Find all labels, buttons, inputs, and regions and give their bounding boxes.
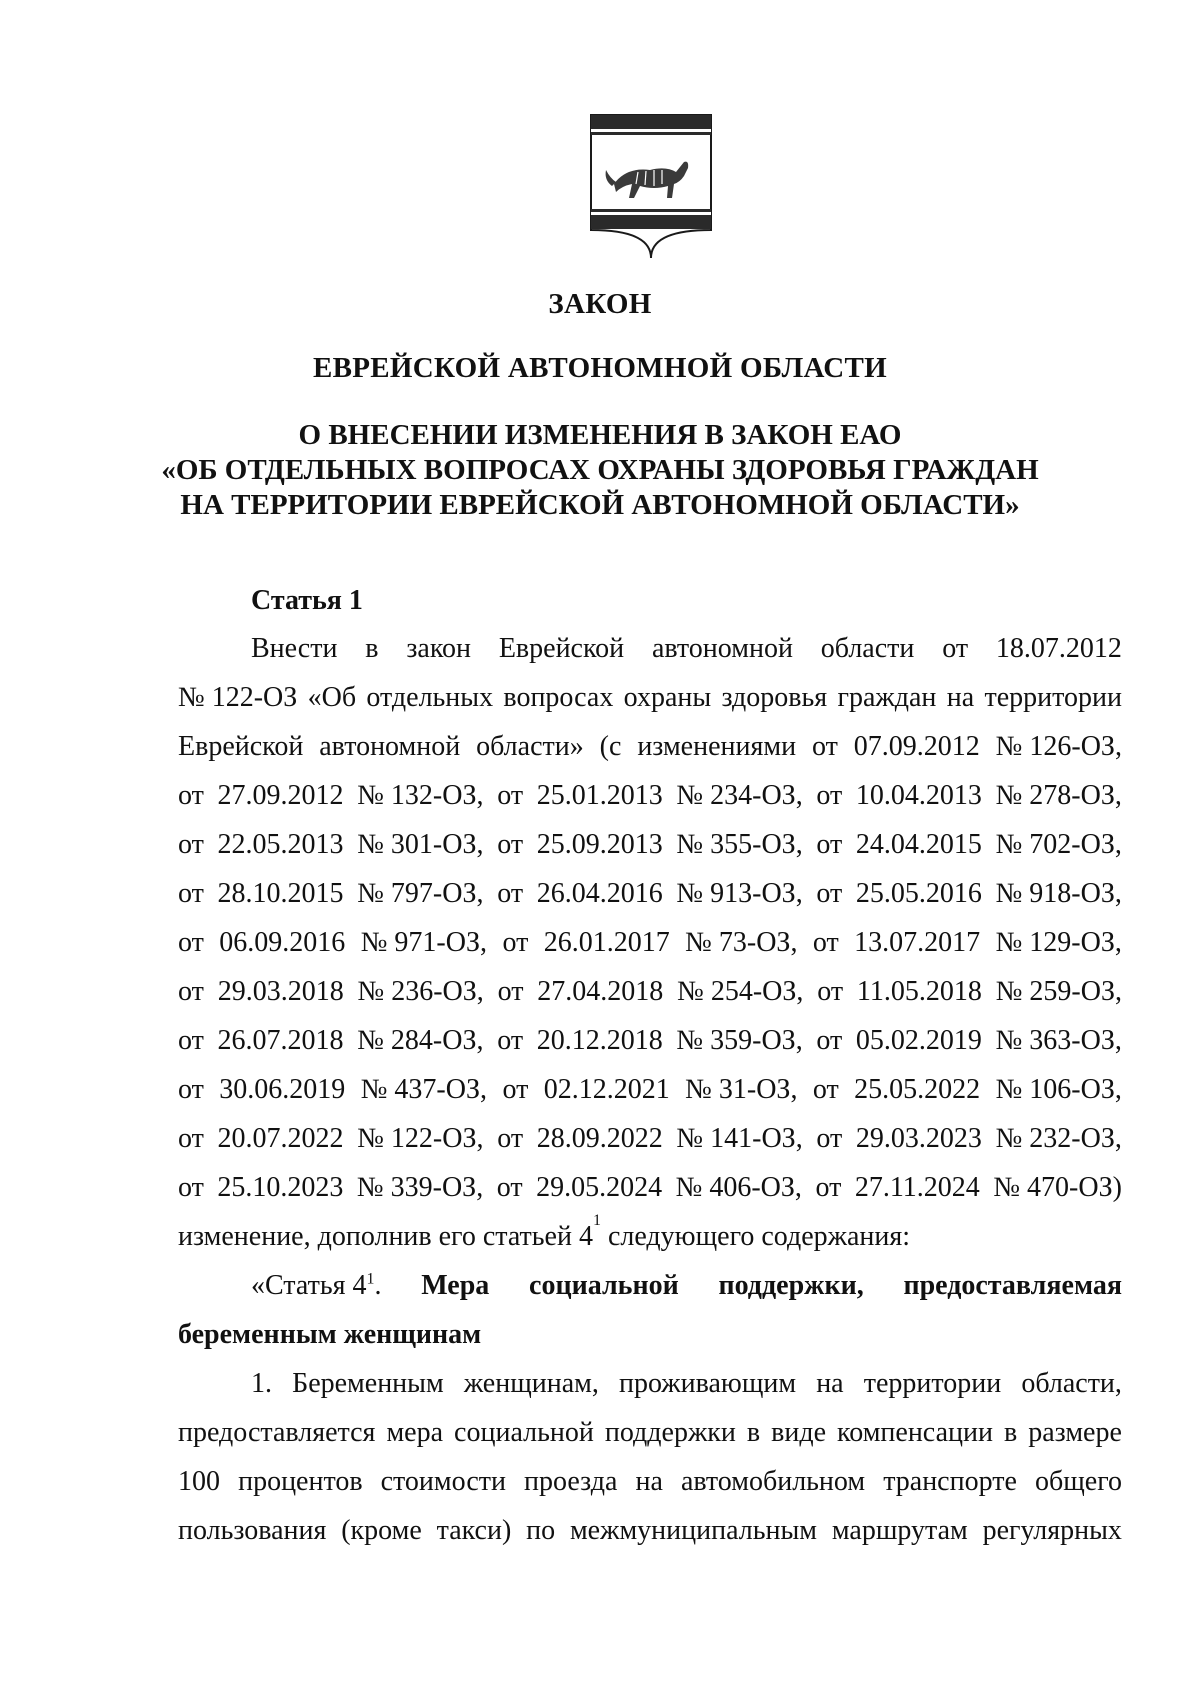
word: № 31-ОЗ, — [685, 1074, 798, 1105]
word: от — [178, 1123, 204, 1154]
word: № 913-ОЗ, — [676, 878, 803, 909]
body-line — [178, 682, 1122, 714]
word: (кроме — [341, 1515, 422, 1546]
article-4-1-heading — [251, 1270, 1122, 1302]
word: № 122-ОЗ — [178, 682, 298, 713]
word: № 339-ОЗ, — [356, 1172, 484, 1203]
word: от — [502, 927, 529, 958]
word: «Об — [307, 682, 357, 713]
article-4-1-title-word: социальной — [529, 1270, 679, 1301]
word: от — [815, 1172, 842, 1203]
word: охраны — [623, 682, 712, 713]
word: 25.09.2013 — [536, 829, 663, 860]
word: граждан — [837, 682, 937, 713]
word: от — [811, 731, 838, 762]
word: от — [178, 1172, 204, 1203]
word: Еврейской — [498, 633, 625, 664]
word: от — [497, 1123, 524, 1154]
word: территории — [863, 1368, 1002, 1399]
word: закон — [406, 633, 471, 664]
article-4-1-title-continued: беременным женщинам — [178, 1319, 482, 1350]
word: 11.05.2018 — [856, 976, 982, 1007]
word: № 129-ОЗ, — [995, 927, 1122, 958]
word: 27.09.2012 — [217, 780, 344, 811]
word: здоровья — [721, 682, 828, 713]
superscript: 1 — [366, 1270, 375, 1288]
word: 25.05.2016 — [855, 878, 982, 909]
word: компенсации — [837, 1417, 993, 1448]
body-line — [251, 633, 1122, 665]
body-line — [178, 780, 1122, 812]
word: № 702-ОЗ, — [995, 829, 1122, 860]
word: от — [178, 878, 204, 909]
law-title-line: НА ТЕРРИТОРИИ ЕВРЕЙСКОЙ АВТОНОМНОЙ ОБЛАСТИ» — [180, 489, 1020, 521]
word: № 106-ОЗ, — [995, 1074, 1122, 1105]
word: автономной — [651, 633, 793, 664]
word: по — [526, 1515, 556, 1546]
body-line — [178, 927, 1122, 959]
word: № 437-ОЗ, — [360, 1074, 488, 1105]
word: 25.05.2022 — [854, 1074, 981, 1105]
word: процентов — [238, 1466, 363, 1497]
word: № 971-ОЗ, — [360, 927, 488, 958]
word: 100 — [178, 1466, 220, 1497]
body-line — [178, 1074, 1122, 1106]
word: на — [635, 1466, 663, 1497]
word: от — [497, 780, 524, 811]
word: Беременным — [292, 1368, 444, 1399]
word: от — [178, 1025, 204, 1056]
word: 10.04.2013 — [855, 780, 982, 811]
word: вопросах — [503, 682, 614, 713]
body-line — [178, 878, 1122, 910]
word: автомобильном — [680, 1466, 866, 1497]
body-line — [178, 1417, 1122, 1449]
body-line — [178, 1515, 1122, 1547]
word: № 122-ОЗ, — [357, 1123, 484, 1154]
body-line — [178, 1466, 1122, 1498]
word: от — [497, 878, 524, 909]
article-4-1-title-word: Мера — [421, 1270, 490, 1301]
word: 06.09.2016 — [219, 927, 346, 958]
word: области, — [1021, 1368, 1122, 1399]
word: № 301-ОЗ, — [357, 829, 484, 860]
word: № 141-ОЗ, — [676, 1123, 803, 1154]
word: отдельных — [366, 682, 494, 713]
word: 07.09.2012 — [853, 731, 980, 762]
word: № 132-ОЗ, — [357, 780, 484, 811]
word: 25.10.2023 — [217, 1172, 344, 1203]
word: от — [816, 829, 843, 860]
body-line — [178, 1025, 1122, 1057]
word: 28.09.2022 — [536, 1123, 663, 1154]
word: 27.04.2018 — [537, 976, 664, 1007]
word: от — [817, 976, 844, 1007]
word: размере — [1028, 1417, 1122, 1448]
word: предоставляется — [178, 1417, 376, 1448]
article-4-1-prefix: «Статья 4 — [251, 1270, 367, 1301]
word: 13.07.2017 — [854, 927, 981, 958]
word: пользования — [178, 1515, 327, 1546]
superscript: 1 — [592, 1212, 601, 1229]
word: мера — [386, 1417, 444, 1448]
word: № 406-ОЗ, — [675, 1172, 802, 1203]
word: № 259-ОЗ, — [995, 976, 1122, 1007]
word: 18.07.2012 — [995, 633, 1122, 664]
word: от — [497, 976, 524, 1007]
law-title — [0, 418, 1200, 523]
word: от — [178, 780, 204, 811]
word: № 359-ОЗ, — [676, 1025, 803, 1056]
word: Внести — [251, 633, 338, 664]
body-line — [251, 1368, 1122, 1400]
word: от — [178, 976, 204, 1007]
word: 24.04.2015 — [855, 829, 982, 860]
word: № 234-ОЗ, — [676, 780, 803, 811]
word: № 254-ОЗ, — [677, 976, 804, 1007]
word: транспорте — [883, 1466, 1017, 1497]
word: виде — [771, 1417, 827, 1448]
word: 30.06.2019 — [219, 1074, 346, 1105]
word: № 797-ОЗ, — [357, 878, 484, 909]
article-1-heading: Статья 1 — [251, 585, 363, 616]
word: на — [946, 682, 975, 713]
word: стоимости — [380, 1466, 506, 1497]
article-4-1-dot: . — [374, 1270, 382, 1301]
word: от — [816, 1123, 843, 1154]
word: 25.01.2013 — [536, 780, 663, 811]
word: территории — [984, 682, 1122, 713]
word: от — [502, 1074, 529, 1105]
body-line — [178, 976, 1122, 1008]
word: от — [497, 829, 524, 860]
word: № 278-ОЗ, — [995, 780, 1122, 811]
word: от — [812, 927, 839, 958]
body-line — [178, 731, 1122, 763]
word: № 126-ОЗ, — [995, 731, 1122, 762]
word: от — [816, 780, 843, 811]
word: от — [942, 633, 969, 664]
body-line — [178, 1172, 1122, 1204]
word: 1. — [251, 1368, 272, 1399]
law-title-line: «ОБ ОТДЕЛЬНЫХ ВОПРОСАХ ОХРАНЫ ЗДОРОВЬЯ ГРАЖДАН — [161, 454, 1039, 486]
body-line-amendment — [178, 1212, 1122, 1253]
word: в — [746, 1417, 761, 1448]
word: такси) — [436, 1515, 512, 1546]
amendment-text: изменение, дополнив его статьей 4 — [178, 1221, 593, 1252]
word: на — [816, 1368, 844, 1399]
word: от — [497, 1025, 524, 1056]
word: проживающим — [619, 1368, 797, 1399]
word: общего — [1034, 1466, 1122, 1497]
word: изменениями — [637, 731, 797, 762]
word: Еврейской — [178, 731, 304, 762]
word: № 470-ОЗ) — [993, 1172, 1122, 1203]
word: 26.07.2018 — [217, 1025, 344, 1056]
law-heading: ЗАКОН — [548, 288, 652, 320]
law-title-line: О ВНЕСЕНИИ ИЗМЕНЕНИЯ В ЗАКОН ЕАО — [298, 419, 902, 451]
word: 20.12.2018 — [536, 1025, 663, 1056]
word: № 73-ОЗ, — [685, 927, 798, 958]
word: межмуниципальным — [569, 1515, 818, 1546]
word: от — [178, 829, 204, 860]
word: № 355-ОЗ, — [676, 829, 803, 860]
word: от — [816, 1025, 843, 1056]
word: 22.05.2013 — [217, 829, 344, 860]
word: маршрутам — [831, 1515, 968, 1546]
word: 27.11.2024 — [854, 1172, 980, 1203]
word: (с — [599, 731, 622, 762]
word: 28.10.2015 — [217, 878, 344, 909]
word: № 363-ОЗ, — [995, 1025, 1122, 1056]
word: № 284-ОЗ, — [357, 1025, 484, 1056]
word: проезда — [524, 1466, 618, 1497]
article-4-1-label — [251, 1270, 381, 1302]
word: 29.03.2018 — [217, 976, 344, 1007]
word: 20.07.2022 — [217, 1123, 344, 1154]
word: в — [365, 633, 379, 664]
word: регулярных — [982, 1515, 1122, 1546]
region-heading: ЕВРЕЙСКОЙ АВТОНОМНОЙ ОБЛАСТИ — [312, 352, 888, 384]
word: № 236-ОЗ, — [357, 976, 484, 1007]
article-4-1-title-word: поддержки, — [718, 1270, 864, 1301]
word: 29.05.2024 — [536, 1172, 663, 1203]
word: женщинам, — [463, 1368, 599, 1399]
coat-of-arms-emblem — [588, 112, 714, 260]
word: № 232-ОЗ, — [995, 1123, 1122, 1154]
word: социальной — [454, 1417, 594, 1448]
word: автономной — [319, 731, 461, 762]
word: 29.03.2023 — [855, 1123, 982, 1154]
word: от — [178, 927, 204, 958]
word: от — [178, 1074, 204, 1105]
word: 02.12.2021 — [543, 1074, 670, 1105]
word: области — [820, 633, 915, 664]
word: от — [496, 1172, 523, 1203]
word: № 918-ОЗ, — [995, 878, 1122, 909]
word: области» — [476, 731, 584, 762]
word: 05.02.2019 — [855, 1025, 982, 1056]
body-line — [178, 1123, 1122, 1155]
word: поддержки — [604, 1417, 736, 1448]
word: от — [812, 1074, 839, 1105]
amendment-text-end: следующего содержания: — [600, 1221, 911, 1252]
word: от — [816, 878, 843, 909]
word: 26.01.2017 — [543, 927, 670, 958]
word: 26.04.2016 — [536, 878, 663, 909]
body-line — [178, 829, 1122, 861]
article-4-1-title-word: предоставляемая — [903, 1270, 1122, 1301]
word: в — [1003, 1417, 1018, 1448]
